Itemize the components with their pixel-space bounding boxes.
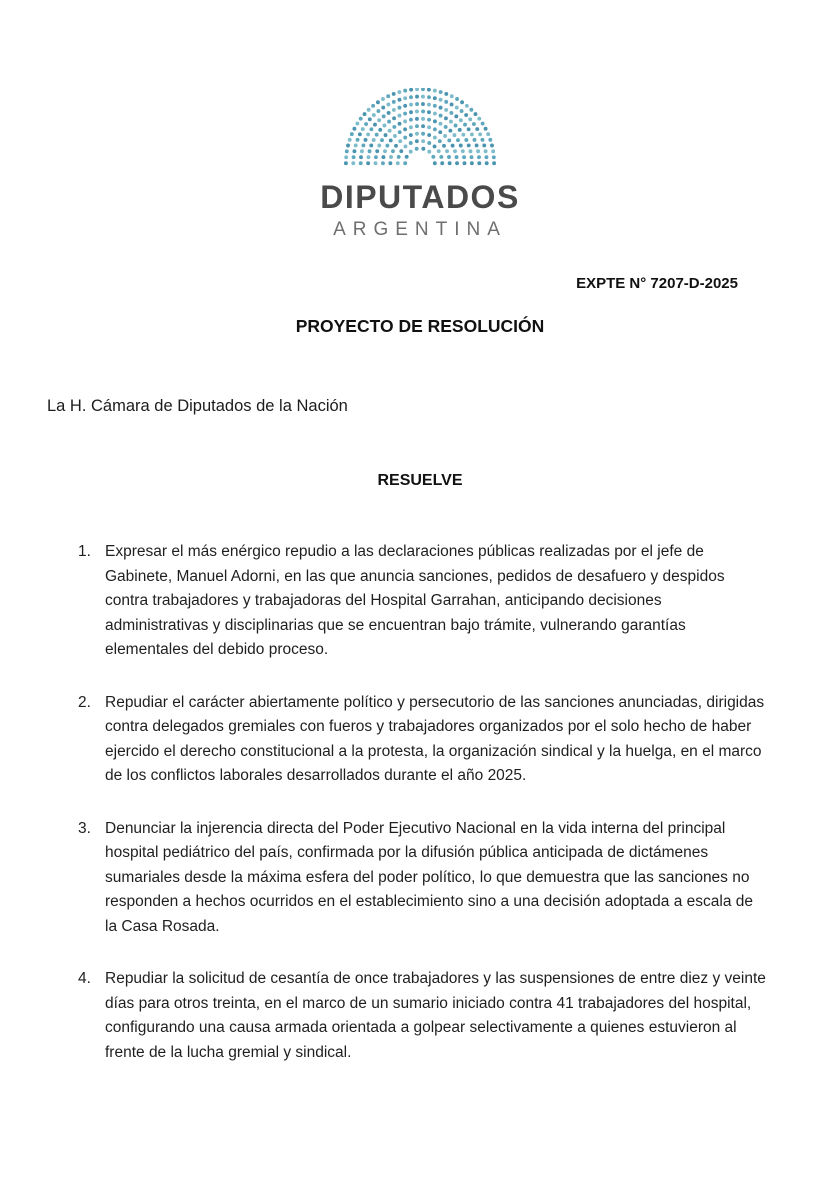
resuelve-heading: RESUELVE (377, 472, 463, 489)
resolution-item (78, 691, 766, 789)
item-number: 1. (78, 543, 91, 560)
logo-subtitle: ARGENTINA (333, 219, 507, 240)
resolution-item (78, 967, 766, 1065)
item-number: 3. (78, 819, 91, 837)
item-number: 2. (78, 693, 91, 711)
item-text: Repudiar el carácter abiertamente político y persecutorio de las sanciones anunciadas, dirigidas contra delegados gremiales con fueros y trabajadores organizados por el solo hecho de haber ejercido el derecho constitucional a la protesta, la organización sindical y la huelga, en el marco de los conflictos laborales desarrollados durante el año 2025. (105, 693, 765, 784)
document-title: PROYECTO DE RESOLUCIÓN (295, 316, 545, 336)
intro-line: La H. Cámara de Diputados de la Nación (47, 397, 348, 415)
item-text: Denunciar la injerencia directa del Poder Ejecutivo Nacional en la vida interna del principal hospital pediátrico del país, confirmada por la difusión pública anticipada de dictámenes sumariales desde la máxima esfera del poder político, lo que demuestra que las sanciones no responden a hechos ocurridos en el establecimiento sino a una decisión adoptada a escala de la Casa Rosada. (105, 819, 753, 935)
item-text: Repudiar la solicitud de cesantía de once trabajadores y las suspensiones de entre diez y veinte días para otros treinta, en el marco de un sumario iniciado contra 41 trabajadores del hospital, configurando una causa armada orientada a golpear selectivamente a quienes estuvieron al frente de la lucha gremial y sindical. (105, 970, 766, 1061)
resolution-item (78, 540, 766, 663)
diputados-dome-icon (332, 88, 508, 168)
item-number: 4. (78, 970, 91, 987)
item-text: Expresar el más enérgico repudio a las declaraciones públicas realizadas por el jefe de Gabinete, Manuel Adorni, en las que anuncia sanciones, pedidos de desafuero y despidos contra trabajadores y trabajadoras del Hospital Garrahan, anticipando decisiones administrativas y disciplinarias que se encuentran bajo trámite, vulnerando garantías elementales del debido proceso. (105, 543, 725, 658)
diputados-logo (0, 88, 840, 241)
resolution-item (78, 817, 766, 940)
expte-number: EXPTE N° 7207-D-2025 (576, 275, 738, 292)
resolution-items (78, 540, 766, 1065)
logo-title: DIPUTADOS (320, 179, 520, 215)
